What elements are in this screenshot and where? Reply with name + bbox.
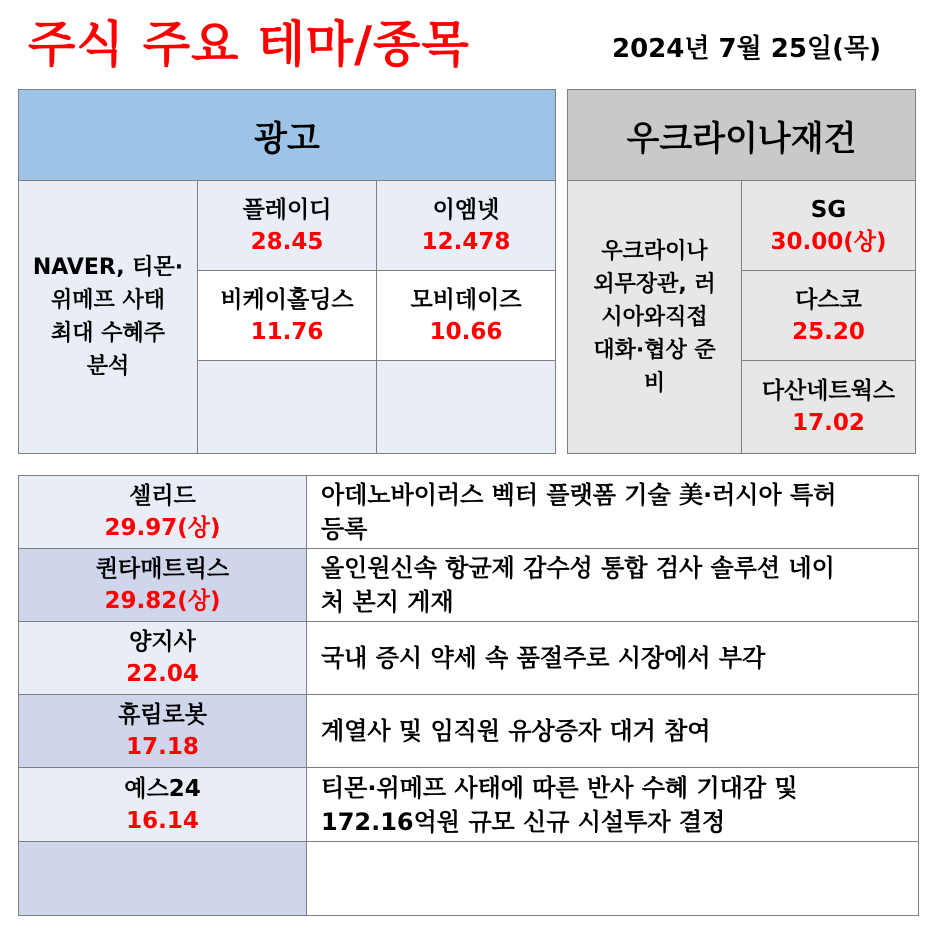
stock-cell xyxy=(741,270,916,361)
news-line: 처 본지 게재 xyxy=(321,588,454,616)
news-stock-cell xyxy=(18,767,307,842)
empty-cell xyxy=(18,841,307,916)
news-stock-cell xyxy=(18,548,307,622)
desc-line: 위메프 사태 xyxy=(51,288,165,313)
stock-name: 다스코 xyxy=(795,286,862,313)
stock-value: 30.00(상) xyxy=(770,228,887,255)
stock-cell xyxy=(741,180,916,271)
news-stock-name: 셀리드 xyxy=(129,483,196,509)
theme-ukraine-header: 우크라이나재건 xyxy=(567,89,916,181)
empty-cell xyxy=(197,360,377,454)
news-stock-name: 휴림로봇 xyxy=(118,702,207,728)
stock-value: 25.20 xyxy=(792,318,865,345)
news-stock-value: 17.18 xyxy=(126,734,199,760)
news-stock-value: 29.82(상) xyxy=(104,588,221,614)
news-stock-cell xyxy=(18,694,307,768)
desc-line: NAVER, 티몬· xyxy=(32,255,184,280)
news-stock-value: 16.14 xyxy=(126,807,199,834)
stock-cell xyxy=(376,270,556,361)
stock-name: 이엠넷 xyxy=(432,196,500,223)
desc-line: 비 xyxy=(643,370,666,396)
stock-name: SG xyxy=(810,196,847,223)
page-date: 2024년 7월 25일(목) xyxy=(612,34,881,64)
news-stock-name: 퀀타매트릭스 xyxy=(95,556,230,582)
stock-value: 10.66 xyxy=(429,318,503,345)
theme-ad-header: 광고 xyxy=(18,89,556,181)
stock-value: 28.45 xyxy=(250,228,324,255)
news-line: 등록 xyxy=(321,515,368,543)
stock-cell xyxy=(376,180,556,271)
page-title: 주식 주요 테마/종목 xyxy=(28,16,470,73)
desc-line: 우크라이나 xyxy=(601,238,708,264)
desc-line: 분석 xyxy=(86,354,130,379)
stock-name: 플레이디 xyxy=(242,196,332,223)
news-line: 올인원신속 항균제 감수성 통합 검사 솔루션 네이 xyxy=(321,554,835,582)
news-line: 티몬·위메프 사태에 따른 반사 수혜 기대감 및 xyxy=(321,773,798,802)
news-stock-value: 22.04 xyxy=(126,661,199,687)
stock-cell xyxy=(741,360,916,454)
stock-name: 모비데이즈 xyxy=(410,286,522,313)
stock-cell xyxy=(197,270,377,361)
news-description xyxy=(306,694,919,768)
empty-cell xyxy=(376,360,556,454)
news-line: 아데노바이러스 벡터 플랫폼 기술 美·러시아 특허 xyxy=(321,481,837,509)
desc-line: 최대 수혜주 xyxy=(51,321,165,346)
news-stock-value: 29.97(상) xyxy=(104,515,221,541)
news-stock-name: 양지사 xyxy=(129,629,196,655)
news-description xyxy=(306,621,919,695)
news-stock-cell xyxy=(18,475,307,549)
news-stock-cell xyxy=(18,621,307,695)
stock-value: 12.478 xyxy=(421,228,511,255)
stock-name: 비케이홀딩스 xyxy=(220,286,354,313)
desc-line: 대화·협상 준 xyxy=(593,337,716,363)
stock-value: 11.76 xyxy=(250,318,324,345)
news-line: 계열사 및 임직원 유상증자 대거 참여 xyxy=(321,717,711,745)
stock-name: 다산네트웍스 xyxy=(761,378,896,404)
news-stock-name: 예스24 xyxy=(124,775,201,802)
theme-ukraine-description xyxy=(567,180,742,454)
desc-line: 외무장관, 러 xyxy=(593,271,716,297)
stock-value: 17.02 xyxy=(792,410,865,436)
news-description xyxy=(306,548,919,622)
news-description xyxy=(306,475,919,549)
news-description xyxy=(306,767,919,842)
news-line: 172.16억원 규모 신규 시설투자 결정 xyxy=(321,807,726,836)
stock-cell xyxy=(197,180,377,271)
desc-line: 시아와직접 xyxy=(601,304,708,330)
theme-ad-description xyxy=(18,180,198,454)
empty-cell xyxy=(306,841,919,916)
news-line: 국내 증시 약세 속 품절주로 시장에서 부각 xyxy=(321,644,766,672)
